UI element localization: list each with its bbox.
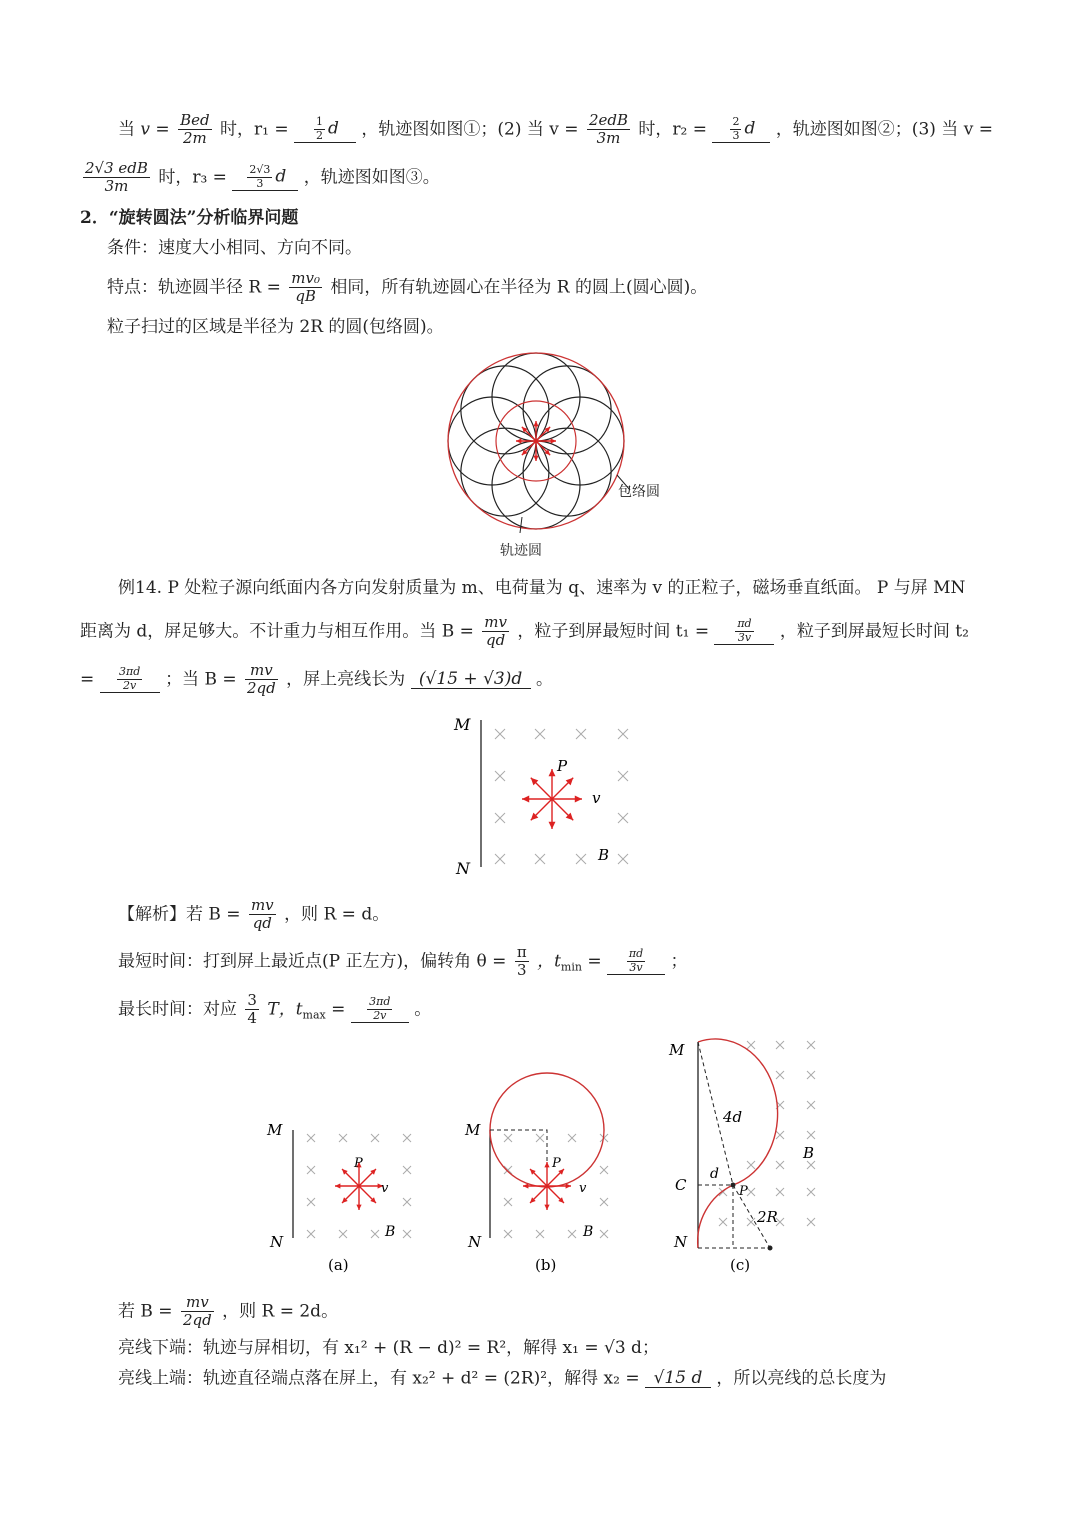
arrow-head xyxy=(516,438,521,443)
trajectory-lower xyxy=(698,1185,733,1248)
frac-num: 3πd xyxy=(119,665,141,679)
text: ，轨迹图如图③。 xyxy=(303,167,440,188)
frac xyxy=(730,116,741,142)
text: 时，r₃ = xyxy=(158,167,227,188)
example-line-3 xyxy=(80,662,553,698)
frac-num: mv xyxy=(484,613,507,631)
arrow-head xyxy=(544,1205,549,1210)
text: d xyxy=(275,166,287,187)
arrow-head xyxy=(335,1183,340,1188)
section-title: 2．“旋转圆法”分析临界问题 xyxy=(80,208,299,228)
field-cross xyxy=(568,1134,576,1142)
track-pointer xyxy=(520,517,522,533)
arrow-head xyxy=(549,822,556,829)
frac-num: 2√3 xyxy=(249,163,271,177)
text: 特点：轨迹圆半径 R = xyxy=(107,277,281,298)
arrow-head xyxy=(533,421,538,426)
text: 。 xyxy=(414,999,432,1020)
text: ； xyxy=(670,951,688,972)
field-cross xyxy=(307,1166,315,1174)
text: ，t xyxy=(537,951,561,972)
analysis-line-1 xyxy=(118,897,389,933)
tail-line-3 xyxy=(118,1370,886,1388)
text: d xyxy=(328,118,339,139)
area-text: 粒子扫过的区域是半径为 2R 的圆(包络圆)。 xyxy=(107,317,444,337)
example-line-1: 例14. P 处粒子源向纸面内各方向发射质量为 m、电荷量为 q、速率为 v 的正粒子，磁场垂直纸面。 P 与屏 MN xyxy=(118,578,966,598)
field-cross xyxy=(371,1230,379,1238)
fraction-2sqrt3edb-3m xyxy=(83,160,150,196)
field-cross xyxy=(339,1230,347,1238)
frac-num: mv xyxy=(250,896,274,914)
track-label: 轨迹圆 xyxy=(500,543,542,559)
frac-den: qd xyxy=(252,914,272,933)
field-cross xyxy=(776,1161,784,1169)
frac-num: πd xyxy=(737,617,752,631)
text: 。 xyxy=(535,669,553,690)
analysis-line-3 xyxy=(118,992,431,1028)
field-cross xyxy=(339,1134,347,1142)
velocity-arrows xyxy=(516,421,556,461)
field-cross xyxy=(807,1071,815,1079)
label-M: M xyxy=(465,1121,481,1139)
point-end xyxy=(768,1246,773,1251)
tail-line-2: 亮线下端：轨迹与屏相切，有 x₁² + (R − d)² = R²，解得 x₁ = √3 d； xyxy=(118,1338,659,1358)
field-cross xyxy=(600,1166,608,1174)
field-cross xyxy=(807,1131,815,1139)
field-cross xyxy=(807,1188,815,1196)
text: ，则 R = d。 xyxy=(284,904,390,925)
text: d xyxy=(744,118,756,139)
field-cross xyxy=(618,771,628,781)
field-cross xyxy=(807,1041,815,1049)
field-cross xyxy=(504,1166,512,1174)
text: = xyxy=(587,951,602,972)
arrow-head xyxy=(523,1183,528,1188)
answer-blank-t2 xyxy=(100,666,160,693)
label-M: M xyxy=(454,715,471,734)
answer-blank-r2 xyxy=(712,116,770,143)
label-N: N xyxy=(270,1233,284,1251)
source-screen-figure xyxy=(440,705,660,890)
text: 若 B = xyxy=(118,1301,173,1322)
frac-den: 2v xyxy=(123,678,137,692)
frac xyxy=(117,666,142,692)
frac-den: 2v xyxy=(373,1008,387,1022)
field-cross xyxy=(807,1101,815,1109)
field-cross xyxy=(747,1218,755,1226)
feature-text xyxy=(107,270,707,306)
field-cross xyxy=(536,1230,544,1238)
frac-den: 3 xyxy=(516,961,527,980)
field-cross xyxy=(495,854,505,864)
label-2R: 2R xyxy=(757,1208,778,1226)
panel-b xyxy=(464,1073,608,1274)
label-N: N xyxy=(456,859,470,878)
label-B: B xyxy=(385,1224,396,1240)
fraction xyxy=(181,1294,214,1330)
text: ，屏上亮线长为 xyxy=(286,669,406,690)
frac-den: 3v xyxy=(629,960,643,974)
example-line-2 xyxy=(80,614,969,650)
field-cross xyxy=(776,1188,784,1196)
frac-num: 2edB xyxy=(588,111,628,129)
frac-den: 3 xyxy=(256,176,264,190)
label-P: P xyxy=(557,757,568,775)
fraction xyxy=(245,992,259,1028)
field-cross xyxy=(495,729,505,739)
arrow-head xyxy=(522,796,529,803)
field-cross xyxy=(618,854,628,864)
label-P: P xyxy=(552,1156,561,1171)
label-B: B xyxy=(803,1144,815,1162)
fraction xyxy=(482,614,509,650)
frac-num: 2 xyxy=(732,115,740,129)
label-d: d xyxy=(710,1166,719,1182)
label-P: P xyxy=(739,1184,748,1199)
frac-num: 3πd xyxy=(369,995,391,1009)
field-cross xyxy=(747,1041,755,1049)
caption-c: (c) xyxy=(730,1256,751,1274)
field-cross xyxy=(307,1230,315,1238)
label-C: C xyxy=(675,1176,687,1194)
caption-a: (a) xyxy=(328,1256,349,1274)
field-cross xyxy=(403,1166,411,1174)
answer-blank-tmax xyxy=(351,996,409,1023)
field-cross xyxy=(600,1230,608,1238)
text: 时，r₁ = xyxy=(220,119,289,140)
field-cross xyxy=(504,1134,512,1142)
fraction-2edb-3m xyxy=(587,112,630,148)
three-case-figure xyxy=(255,1030,845,1285)
subscript: max xyxy=(302,1008,326,1022)
rotating-circles-figure xyxy=(430,345,680,565)
panel-a xyxy=(266,1121,411,1274)
frac-den: 4 xyxy=(247,1009,257,1028)
frac-num: 3 xyxy=(247,991,257,1009)
fraction xyxy=(249,897,276,933)
answer-blank-tmin xyxy=(607,948,665,975)
dashed-guide xyxy=(490,1130,547,1187)
field-cross xyxy=(307,1198,315,1206)
text: ，粒子到屏最短长时间 t₂ xyxy=(779,621,969,642)
field-cross xyxy=(495,771,505,781)
field-cross xyxy=(776,1041,784,1049)
panel-c xyxy=(668,1039,815,1274)
field-cross xyxy=(807,1218,815,1226)
text: ，所以亮线的总长度为 xyxy=(716,1368,887,1389)
analysis-line-2 xyxy=(118,944,687,980)
field-cross xyxy=(403,1198,411,1206)
text: = xyxy=(80,669,95,690)
condition-text: 条件：速度大小相同、方向不同。 xyxy=(107,238,362,258)
label-P: P xyxy=(354,1156,363,1171)
arrow-head xyxy=(549,769,556,776)
frac-den: 2qd xyxy=(247,679,276,698)
field-cross xyxy=(403,1134,411,1142)
label-M: M xyxy=(669,1041,685,1059)
fraction xyxy=(515,944,529,980)
frac-num: Bed xyxy=(180,111,210,129)
frac-num: 1 xyxy=(316,115,324,129)
point-P xyxy=(731,1183,736,1188)
frac xyxy=(314,116,325,142)
field-cross xyxy=(504,1198,512,1206)
text: 亮线上端：轨迹直径端点落在屏上，有 x₂² + d² = (2R)²，解得 x₂ = xyxy=(118,1368,640,1389)
field-cross xyxy=(576,854,586,864)
text: ，粒子到屏最短时间 t₁ = xyxy=(517,621,710,642)
arrow-head xyxy=(575,796,582,803)
frac-den: 3m xyxy=(596,129,621,148)
answer-blank-r1 xyxy=(294,116,356,143)
label-N: N xyxy=(468,1233,482,1251)
fraction-mv0-qb xyxy=(289,270,322,306)
field-cross xyxy=(535,729,545,739)
field-cross xyxy=(618,729,628,739)
text: 最短时间：打到屏上最近点(P 正左方)，偏转角 θ = xyxy=(118,951,507,972)
frac-num: mv xyxy=(245,662,278,680)
text: 当 xyxy=(118,119,141,140)
frac-den: 3m xyxy=(104,177,129,196)
label-v: v xyxy=(579,1181,587,1196)
label-B: B xyxy=(583,1224,594,1240)
field-cross xyxy=(807,1161,815,1169)
arrow-head xyxy=(544,1162,549,1167)
field-cross xyxy=(536,1134,544,1142)
intro-line-1 xyxy=(118,112,993,148)
arrow-head xyxy=(566,1183,571,1188)
label-v: v xyxy=(592,789,601,807)
text: 相同，所有轨迹圆心在半径为 R 的圆上(圆心圆)。 xyxy=(330,277,708,298)
text: ，轨迹图如图②；(3) 当 v = xyxy=(775,119,993,140)
field-cross xyxy=(747,1188,755,1196)
frac-den: qB xyxy=(295,287,316,306)
label-4d: 4d xyxy=(723,1108,743,1126)
field-cross xyxy=(495,813,505,823)
frac-num: mv₀ xyxy=(291,269,320,287)
field-cross xyxy=(307,1134,315,1142)
field-marks xyxy=(719,1041,815,1226)
velocity-arrows xyxy=(523,1162,571,1210)
frac-num: π xyxy=(516,943,527,961)
frac xyxy=(735,618,753,644)
frac-num: mv xyxy=(181,1294,214,1312)
arrow-head xyxy=(533,456,538,461)
answer-blank-t1 xyxy=(714,618,774,645)
field-cross xyxy=(776,1131,784,1139)
label-v: v xyxy=(381,1181,389,1196)
text: 【解析】若 B = xyxy=(118,904,241,925)
frac-den: 2m xyxy=(182,129,207,148)
field-cross xyxy=(600,1198,608,1206)
field-cross xyxy=(776,1071,784,1079)
answer-blank-length: (√15 + √3)d xyxy=(411,671,531,689)
text: = xyxy=(331,999,346,1020)
tail-line-1 xyxy=(118,1294,338,1330)
field-cross xyxy=(618,813,628,823)
subscript: min xyxy=(560,960,582,974)
intro-line-2 xyxy=(80,160,440,196)
label-N: N xyxy=(674,1233,688,1251)
answer-blank-r3 xyxy=(232,164,298,191)
frac xyxy=(367,996,392,1022)
frac-den: 3v xyxy=(737,630,752,644)
text: v = xyxy=(140,119,170,140)
field-marks xyxy=(495,729,628,864)
text: 最长时间：对应 xyxy=(118,999,237,1020)
frac xyxy=(247,164,272,190)
field-cross xyxy=(747,1161,755,1169)
text: T，t xyxy=(267,999,303,1020)
field-cross xyxy=(576,729,586,739)
text: ，则 R = 2d。 xyxy=(222,1301,339,1322)
velocity-arrows xyxy=(522,769,582,829)
arrow-head xyxy=(551,438,556,443)
field-cross xyxy=(371,1134,379,1142)
text: 时，r₂ = xyxy=(638,119,707,140)
arrow-head xyxy=(356,1205,361,1210)
field-cross xyxy=(719,1218,727,1226)
frac xyxy=(627,948,645,974)
frac-den: qd xyxy=(485,631,506,650)
fraction xyxy=(245,662,278,698)
label-B: B xyxy=(598,846,610,864)
frac-den: 2 xyxy=(316,128,324,142)
fraction-bed-2m xyxy=(178,112,212,148)
envelope-label: 包络圆 xyxy=(618,484,660,500)
label-M: M xyxy=(267,1121,283,1139)
caption-b: (b) xyxy=(535,1256,557,1274)
field-cross xyxy=(504,1230,512,1238)
text: 距离为 d，屏足够大。不计重力与相互作用。当 B = xyxy=(80,621,474,642)
text: ，轨迹图如图①；(2) 当 v = xyxy=(361,119,579,140)
frac-num: 2√3 edB xyxy=(85,159,148,177)
frac-den: 2qd xyxy=(182,1311,212,1330)
field-cross xyxy=(403,1230,411,1238)
frac-den: 3 xyxy=(732,128,740,142)
text: ；当 B = xyxy=(165,669,237,690)
answer-blank-x2: √15 d xyxy=(645,1370,711,1388)
field-cross xyxy=(535,854,545,864)
field-cross xyxy=(568,1230,576,1238)
frac-num: πd xyxy=(628,947,644,961)
